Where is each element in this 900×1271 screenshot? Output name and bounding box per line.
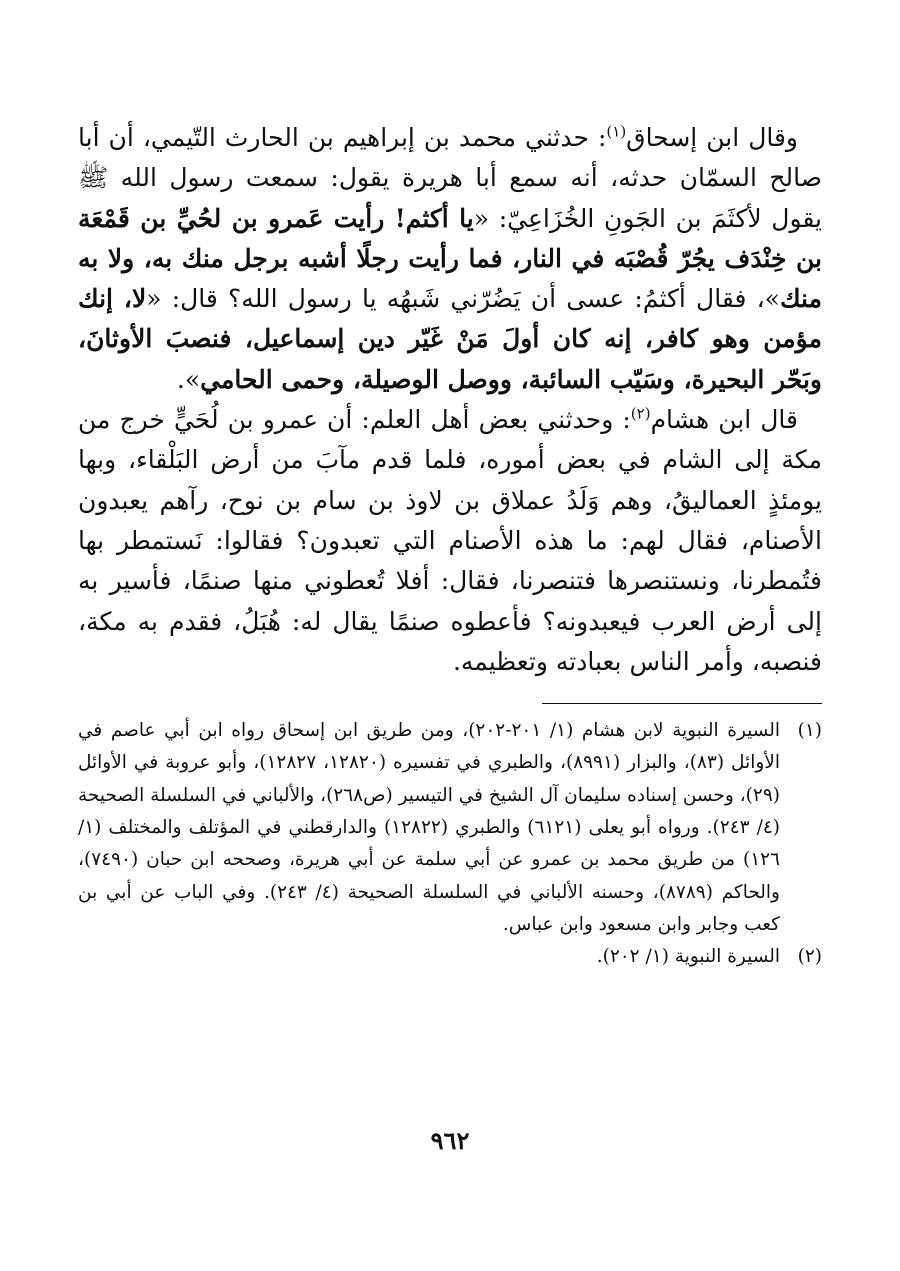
- paragraph-1-text-2: »، فقال أكثمُ: عسى أن يَضُرّني شَبهُه يا رسول الله؟ قال: «: [146, 284, 780, 314]
- footnote-ref-2: (٢): [630, 404, 651, 423]
- paragraph-2-lead: قال ابن هشام: [650, 405, 798, 435]
- page-number: ٩٦٢: [430, 1126, 470, 1155]
- page-body: [78, 118, 822, 974]
- footnote-2-number: (٢): [797, 946, 822, 968]
- paragraph-1-end: ».: [176, 364, 201, 394]
- footnote-2-text: السيرة النبوية (١/ ٢٠٢).: [596, 946, 780, 968]
- paragraph-1: [78, 118, 822, 400]
- footnote-1: [78, 715, 822, 941]
- main-text: [78, 118, 822, 682]
- footnote-1-text: السيرة النبوية لابن هشام (١/ ٢٠١-٢٠٢)، ومن طريق ابن إسحاق رواه ابن أبي عاصم في الأوائل (٨٣)، والبزار (٨٩٩١)، والطبري في تفسيره (١٢٨٢٠، ١٢٨٢٧)، وأبو عروبة في الأوائل (٢٩)، وحسن إسناده سليمان آل الشيخ في التيسير (ص٢٦٨)، والألباني في السلسلة الصحيحة (٤/ ٢٤٣). ورواه أبو يعلى (٦١٢١) والطبري (١٢٨٢٢) والدارقطني في المؤتلف والمختلف (١/ ١٢٦) من طريق محمد بن عمرو عن أبي سلمة عن أبي هريرة، وصححه ابن حبان (٧٤٩٠)، والحاكم (٨٧٨٩)، وحسنه الألباني في السلسلة الصحيحة (٤/ ٢٤٣). وفي الباب عن أبي بن كعب وجابر وابن مسعود وابن عباس.: [78, 720, 781, 935]
- paragraph-2-text: : وحدثني بعض أهل العلم: أن عمرو بن لُحَيٍّ خرج من مكة إلى الشام في بعض أموره، فلما قدم مآبَ من أرض البَلْقاء، وبها يومئذٍ العماليقُ، وهم وَلَدُ عملاق بن لاوذ بن سام بن نوح، رآهم يعبدون الأصنام، فقال لهم: ما هذه الأصنام التي تعبدون؟ فقالوا: نَستمطر بها فتُمطرنا، ونستنصرها فتنصرنا، فقال: أفلا تُعطوني منها صنمًا، فأسير به إلى أرض العرب فيعبدونه؟ فأعطوه صنمًا يقال له: هُبَلُ، فقدم به مكة، فنصبه، وأمر الناس بعبادته وتعظيمه.: [78, 405, 822, 676]
- paragraph-1-lead: وقال ابن إسحاق: [626, 123, 798, 152]
- paragraph-2: [78, 400, 822, 682]
- footnotes: [78, 715, 822, 973]
- footnote-divider: [542, 703, 822, 704]
- paragraph-1-text: : حدثني محمد بن إبراهيم بن الحارث التّيمي، أن أبا صالح السمّان حدثه، أنه سمع أبا هريرة يقول: سمعت رسول الله ﷺ يقول لأكثَمَ بن الجَونِ الخُزَاعِيّ: «: [78, 123, 822, 233]
- footnote-2: [78, 941, 822, 973]
- hadith-quote-2: لا، إنك مؤمن وهو كافر، إنه كان أولَ مَنْ غَيّر دين إسماعيل، فنصبَ الأوثانَ، وبَحّر البحيرة، وسَيّب السائبة، ووصل الوصيلة، وحمى الحامي: [78, 284, 822, 394]
- hadith-quote-1: يا أكثم! رأيت عَمرو بن لحُيِّ بن قَمْعَة بن خِنْدَف يجُرّ قُصْبَه في النار، فما رأيت رجلًا أشبه برجل منك به، ولا به منك: [78, 203, 822, 314]
- footnote-1-number: (١): [797, 720, 822, 742]
- footnote-ref-1: (١): [606, 122, 627, 141]
